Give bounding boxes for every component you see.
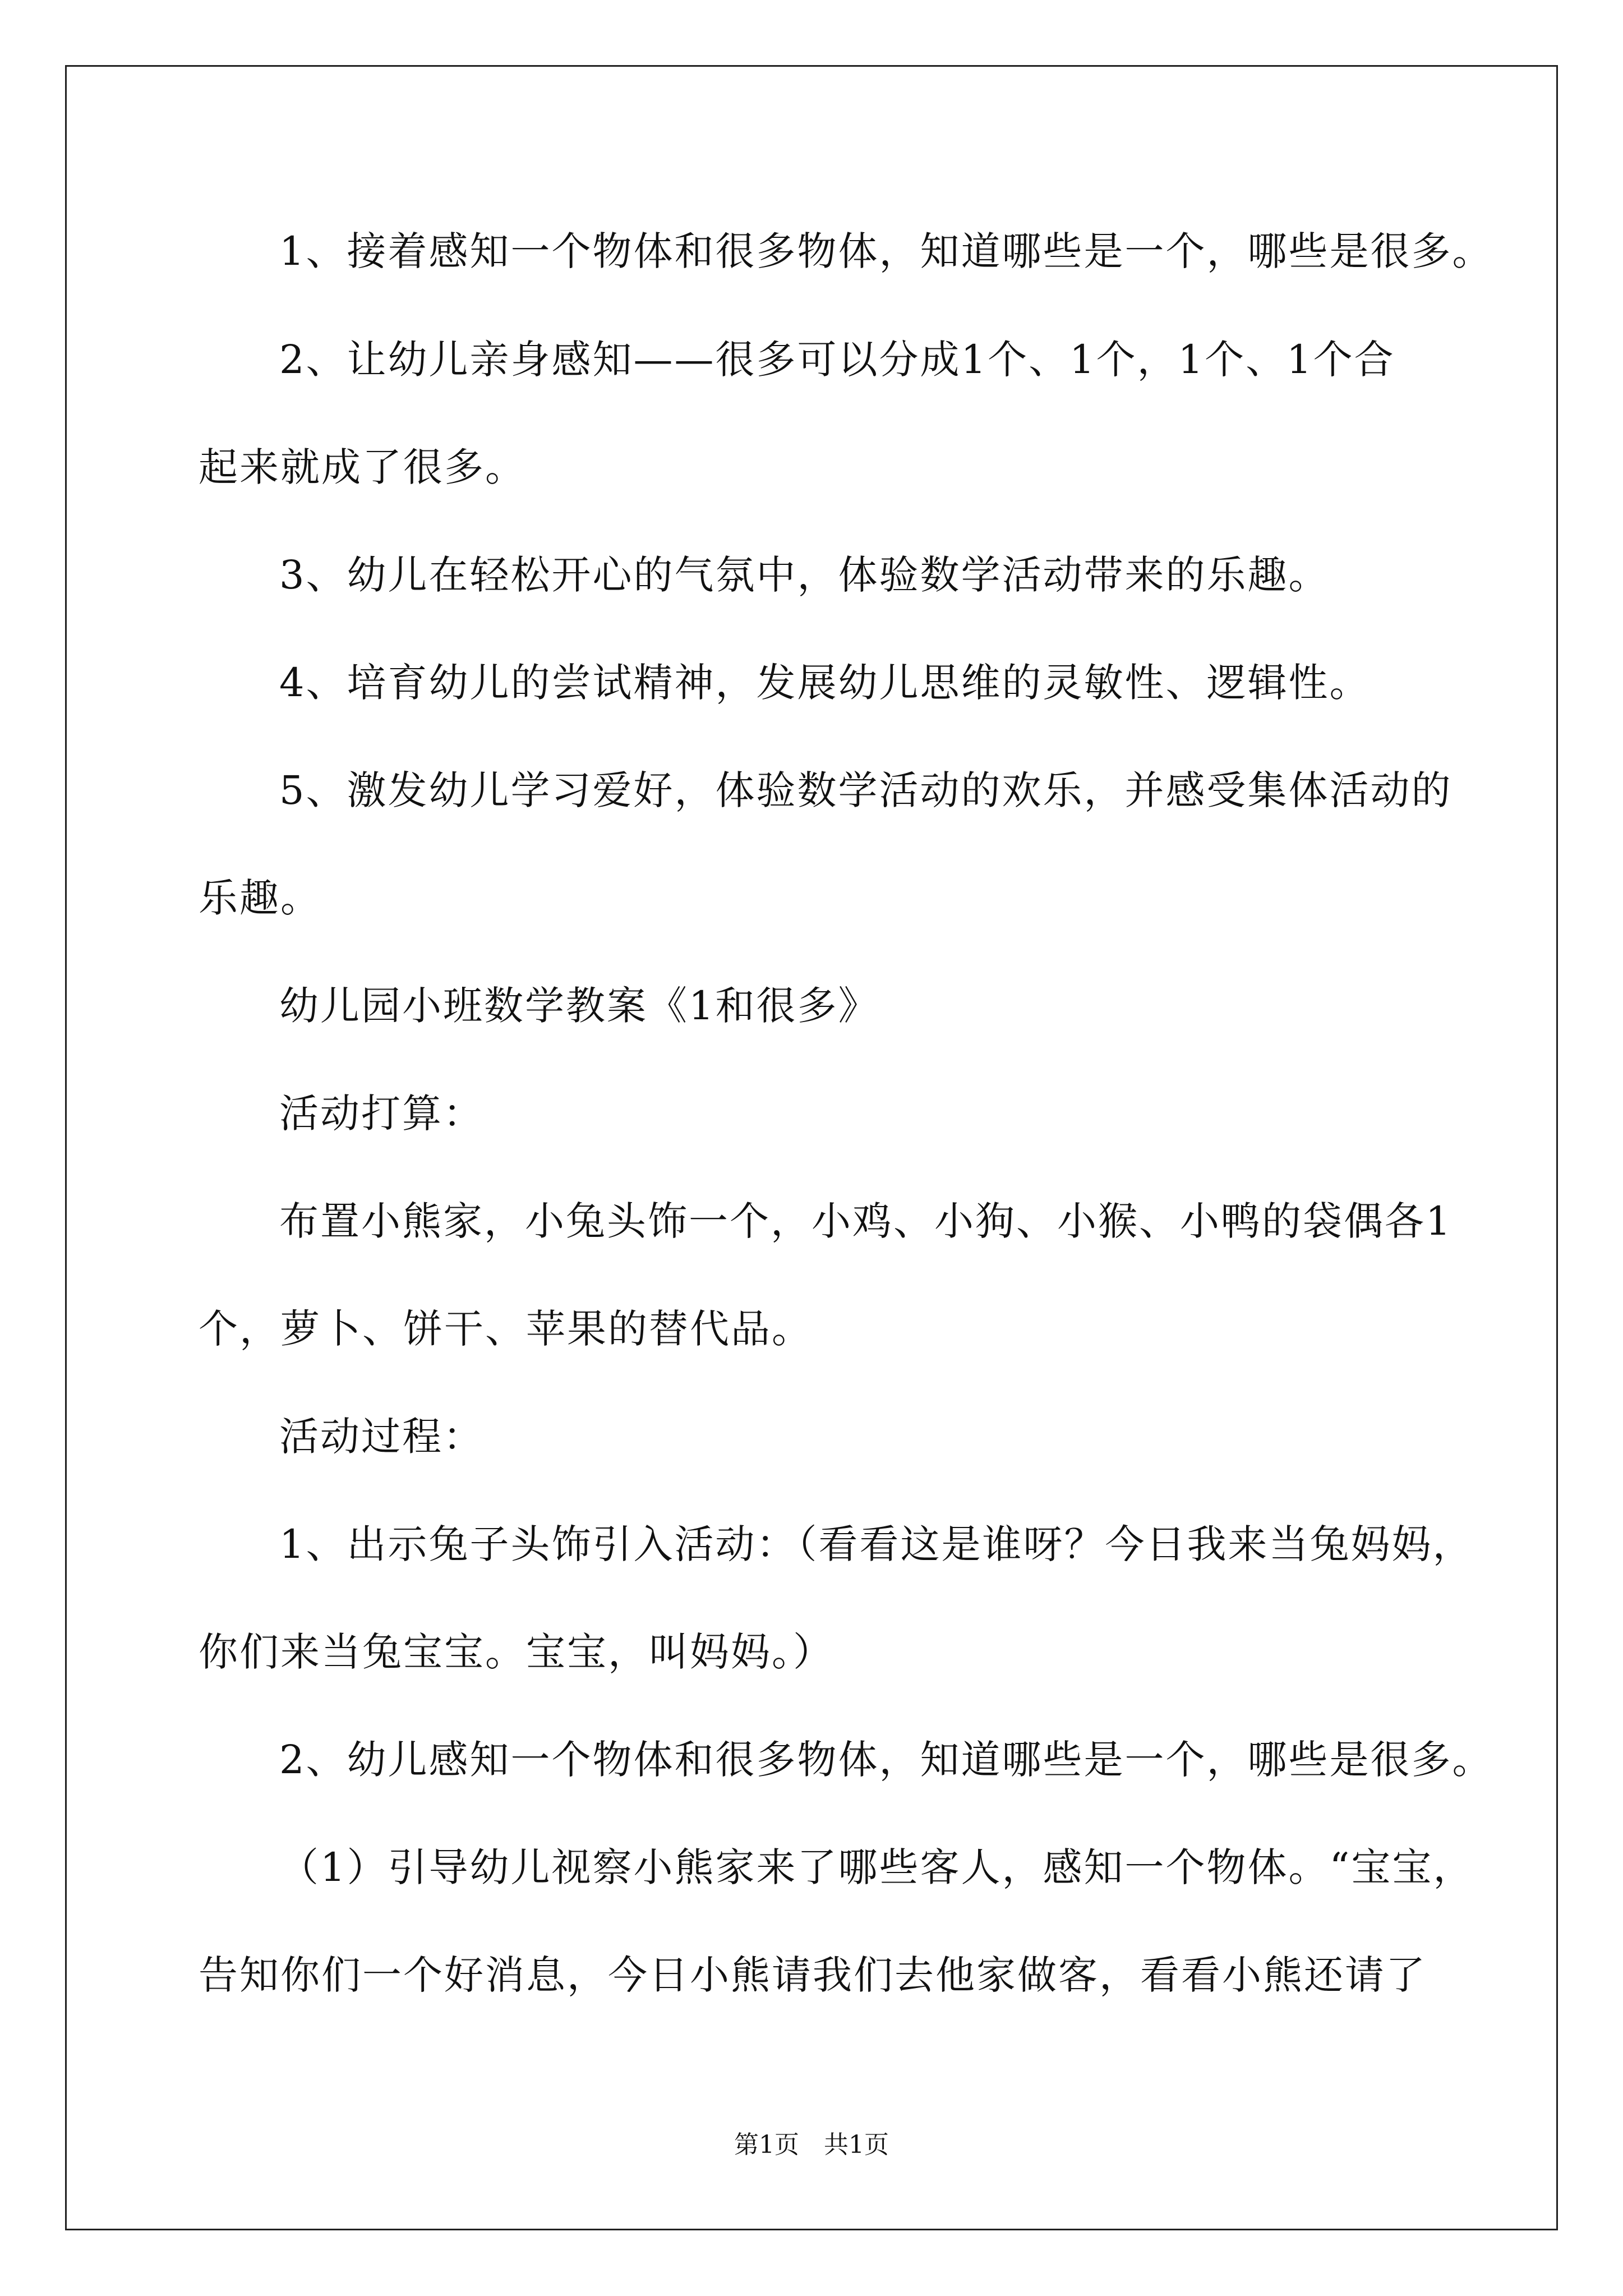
text-line: 幼儿园小班数学教案《1和很多》	[279, 983, 879, 1029]
page-border	[65, 65, 1558, 2230]
page-number: 第1页 共1页	[734, 2131, 889, 2159]
text-line: 3、幼儿在轻松开心的气氛中，体验数学活动带来的乐趣。	[279, 552, 1330, 598]
text-line: 5、激发幼儿学习爱好，体验数学活动的欢乐，并感受集体活动的	[279, 767, 1453, 813]
text-line: 活动过程：	[279, 1414, 484, 1460]
text-line: 2、让幼儿亲身感知——很多可以分成1个、1个，1个、1个合	[279, 337, 1395, 383]
text-line: 告知你们一个好消息，今日小熊请我们去他家做客，看看小熊还请了	[199, 1952, 1427, 1998]
text-line: 布置小熊家，小兔头饰一个，小鸡、小狗、小猴、小鸭的袋偶各1	[279, 1198, 1453, 1244]
text-line: 乐趣。	[199, 875, 321, 921]
text-line: 1、接着感知一个物体和很多物体，知道哪些是一个，哪些是很多。	[279, 228, 1493, 274]
text-line: 个，萝卜、饼干、苹果的替代品。	[199, 1306, 813, 1352]
text-line: 你们来当兔宝宝。宝宝，叫妈妈。）	[199, 1629, 834, 1675]
text-line: （1）引导幼儿视察小熊家来了哪些客人，感知一个物体。“宝宝，	[279, 1844, 1474, 1890]
text-line: 4、培育幼儿的尝试精神，发展幼儿思维的灵敏性、逻辑性。	[279, 660, 1371, 706]
text-line: 活动打算：	[279, 1091, 484, 1137]
text-line: 1、出示兔子头饰引入活动：（看看这是谁呀？今日我来当兔妈妈，	[279, 1521, 1474, 1567]
text-line: 2、幼儿感知一个物体和很多物体，知道哪些是一个，哪些是很多。	[279, 1737, 1493, 1783]
text-line: 起来就成了很多。	[199, 444, 526, 490]
